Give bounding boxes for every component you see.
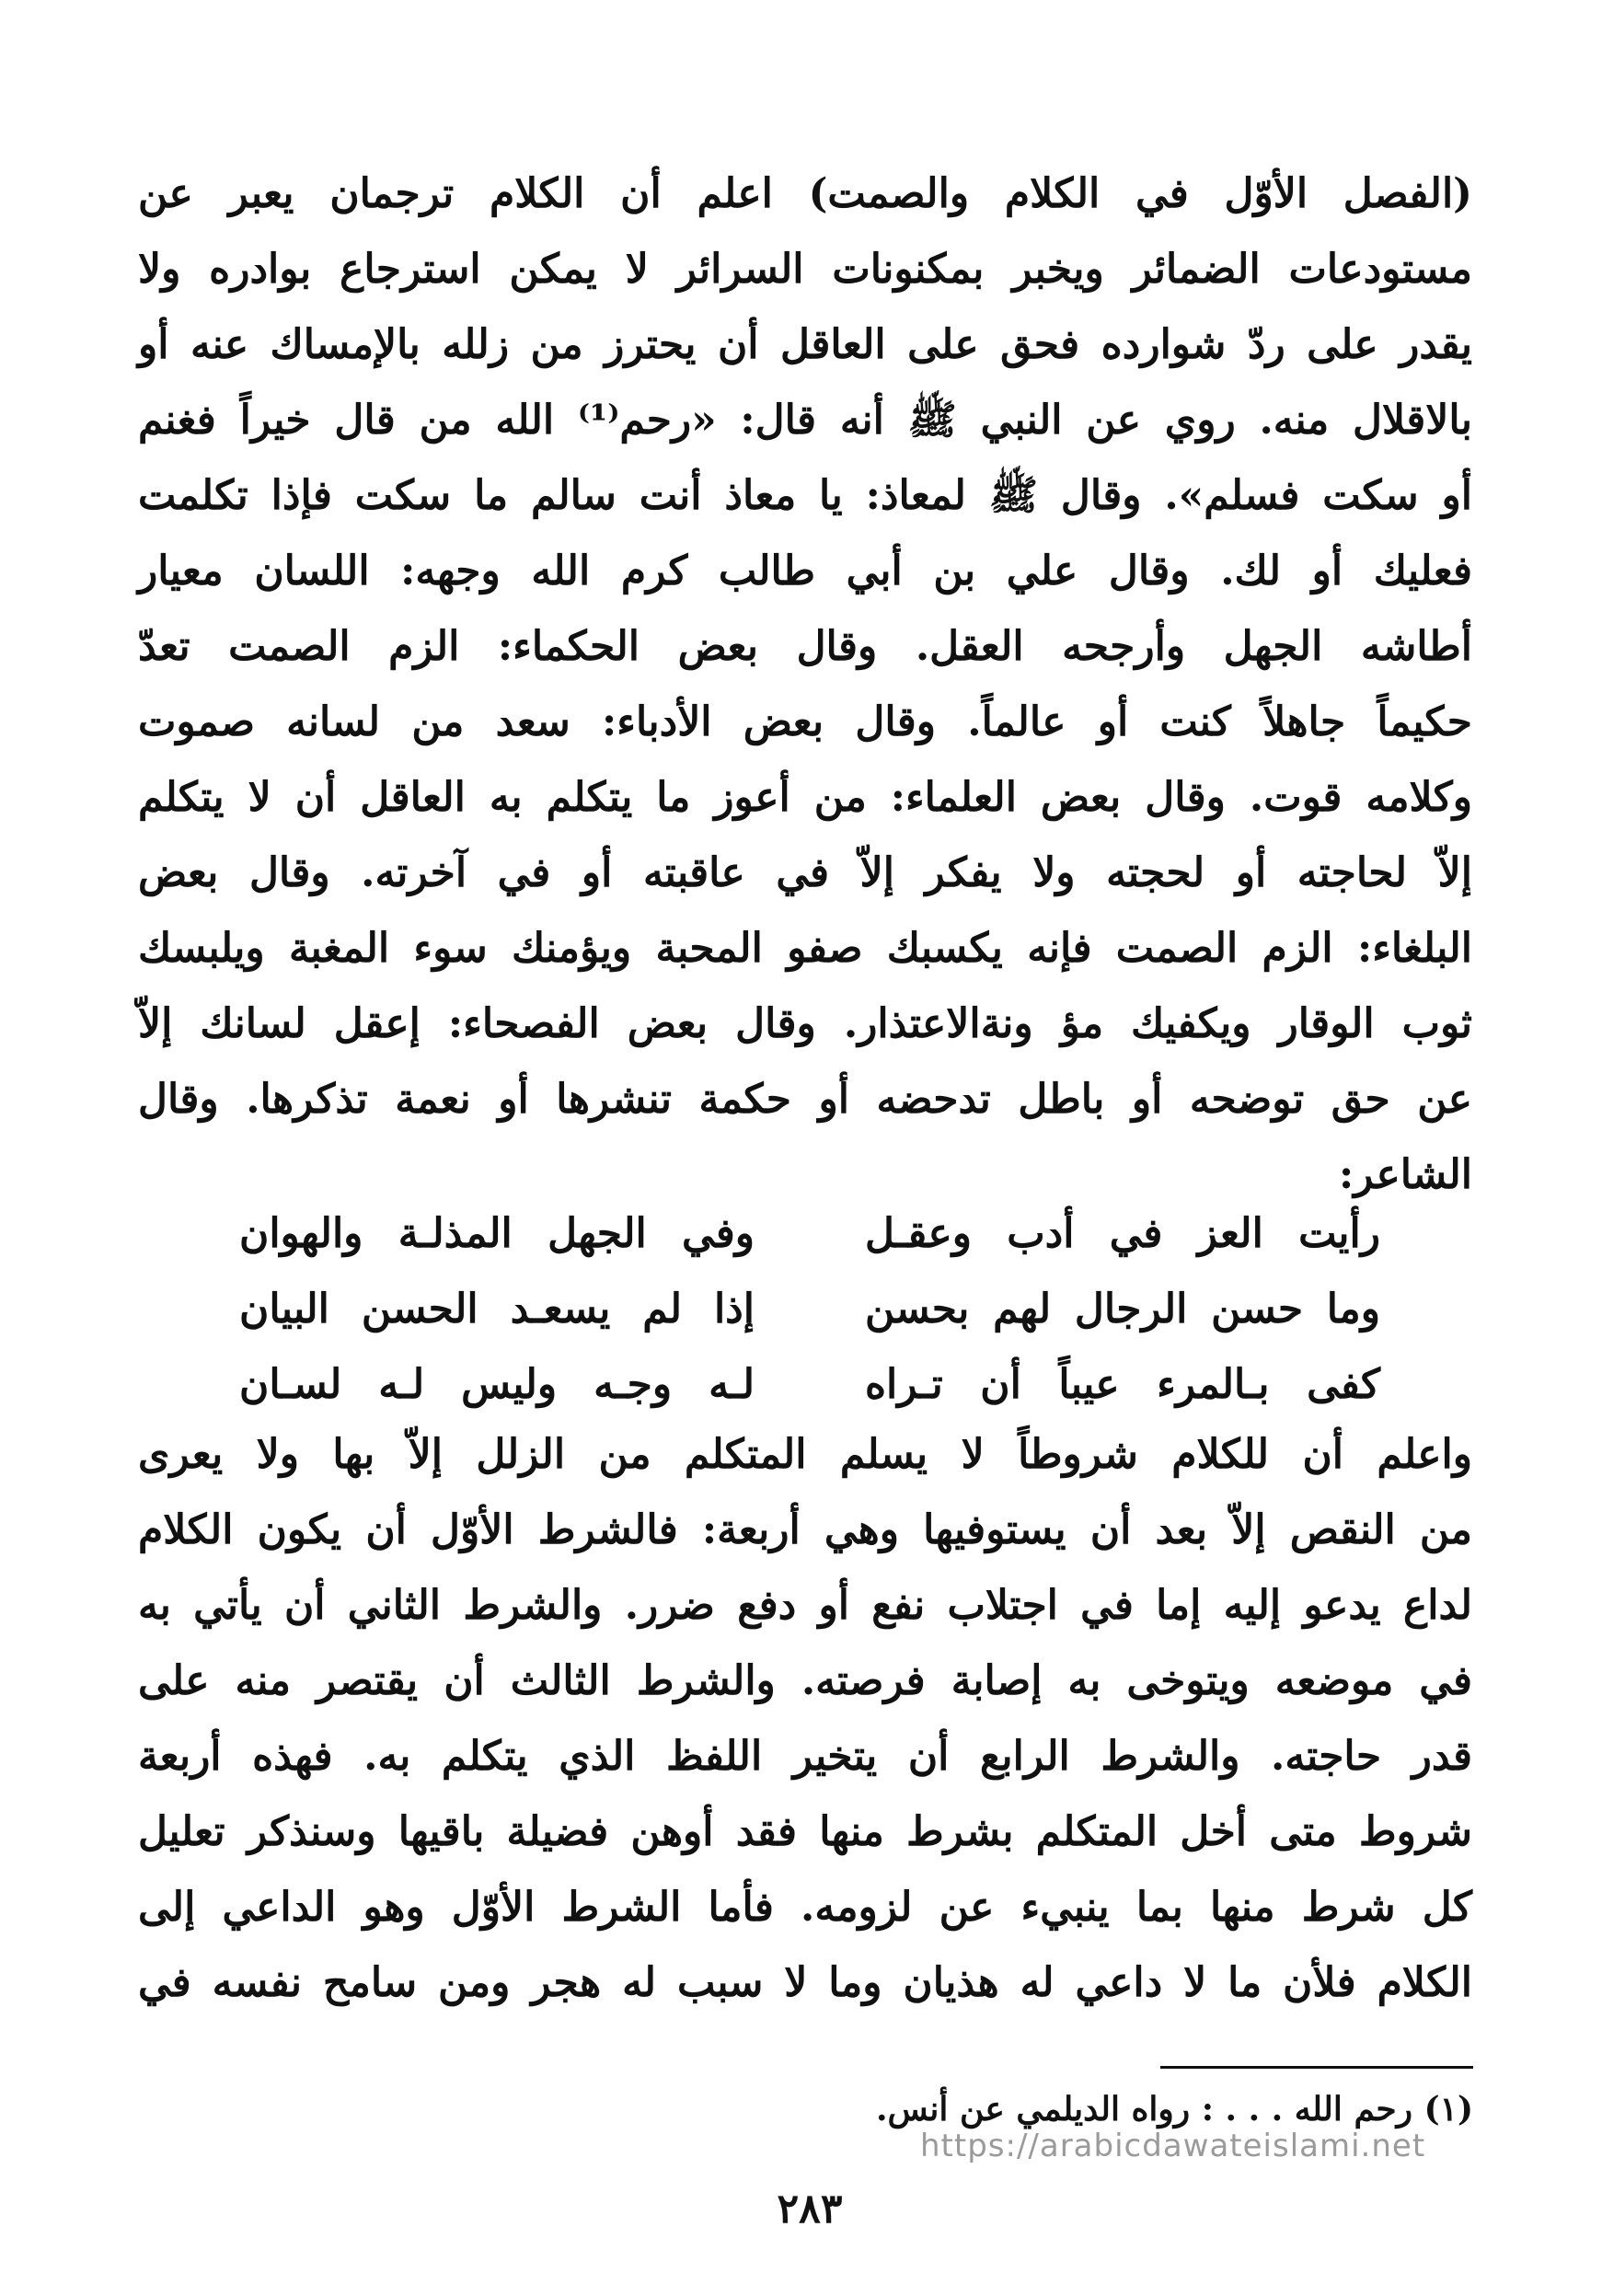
poem-verses [239,1196,1380,1423]
verse-row [239,1196,1380,1272]
text-line: إلاّ لحاجته أو لحجته ولا يفكر إلاّ في عاقبته أو في آخرته. وقال بعض [138,849,1472,896]
text-line: لداع يدعو إليه إما في اجتلاب نفع أو دفع ضرر. والشرط الثاني أن يأتي به [138,1582,1473,1629]
body-paragraph-1 [138,156,1472,1213]
text-line: عن حق توضحه أو باطل تدحضه أو حكمة تنشرها أو نعمة تذكرها. وقال [138,1076,1472,1123]
text-line: من النقص إلاّ بعد أن يستوفيها وهي أربعة: فالشرط الأوّل أن يكون الكلام [138,1506,1472,1553]
verse-row [239,1272,1380,1347]
text-line: واعلم أن للكلام شروطاً لا يسلم المتكلم من الزلل إلاّ بها ولا يعرى [138,1431,1472,1478]
watermark-url: https://arabicdawateislami.net [920,2128,1426,2164]
page-number: ٢٨٣ [777,2186,843,2233]
text-line: شروط متى أخل المتكلم بشرط منها فقد أوهن فضيلة باقيها وسنذكر تعليل [138,1808,1472,1855]
text-line: بالاقلال منه. روي عن النبي ﷺ أنه قال: «رحم⁽¹⁾ الله من قال خيراً فغنم [138,397,1472,444]
text-line: كل شرط منها بما ينبيء عن لزومه. فأما الشرط الأوّل وهو الداعي إلى [138,1884,1472,1931]
text-line: مستودعات الضمائر ويخبر بمكنونات السرائر لا يمكن استرجاع بوادره ولا [138,246,1472,293]
text-line: قدر حاجته. والشرط الرابع أن يتخير اللفظ الذي يتكلم به. فهذه أربعة [138,1733,1472,1780]
text-line: حكيماً جاهلاً كنت أو عالماً. وقال بعض الأدباء: سعد من لسانه صموت [138,698,1472,745]
text-line: فعليك أو لك. وقال علي بن أبي طالب كرم الله وجهه: اللسان معيار [138,548,1472,594]
text-line: يقدر على ردّ شوارده فحق على العاقل أن يحترز من زلله بالإمساك عنه أو [138,321,1472,368]
text-line: (الفصل الأوّل في الكلام والصمت) اعلم أن الكلام ترجمان يعبر عن [138,170,1472,217]
text-line: أو سكت فسلم». وقال ﷺ لمعاذ: يا معاذ أنت سالم ما سكت فإذا تكلمت [138,472,1472,519]
verse-second-hemistich: لـه وجـه وليس لـه لسـان [239,1361,755,1408]
verse-second-hemistich: إذا لم يسعـد الحسن البيان [239,1286,755,1333]
text-line: وكلامه قوت. وقال بعض العلماء: من أعوز ما يتكلم به العاقل أن لا يتكلم [138,774,1472,821]
text-line: البلغاء: الزم الصمت فإنه يكسبك صفو المحبة ويؤمنك سوء المغبة ويلبسك [138,925,1472,972]
text-line: في موضعه ويتوخى به إصابة فرصته. والشرط الثالث أن يقتصر منه على [138,1657,1472,1704]
text-line: الكلام فلأن ما لا داعي له هذيان وما لا سبب له هجر ومن سامح نفسه في [138,1959,1472,2006]
verse-second-hemistich: وفي الجهل المذلـة والهوان [239,1210,755,1257]
text-line: الشاعر: [1338,1151,1472,1198]
verse-first-hemistich: وما حسن الرجال لهم بحسن [865,1286,1380,1333]
verse-first-hemistich: رأيت العز في أدب وعقـل [865,1210,1380,1257]
body-paragraph-2 [138,1417,1472,2021]
verse-row [239,1347,1380,1423]
text-line: أطاشه الجهل وأرجحه العقل. وقال بعض الحكماء: الزم الصمت تعدّ [138,623,1472,670]
footnote-divider [1160,2066,1473,2069]
footnote: (١) رحم الله . . . : رواه الديلمي عن أنس. [875,2090,1473,2129]
verse-first-hemistich: كفى بـالمرء عيباً أن تـراه [865,1361,1380,1408]
text-line: ثوب الوقار ويكفيك مؤ ونةالاعتذار. وقال بعض الفصحاء: إعقل لسانك إلاّ [138,1000,1472,1047]
